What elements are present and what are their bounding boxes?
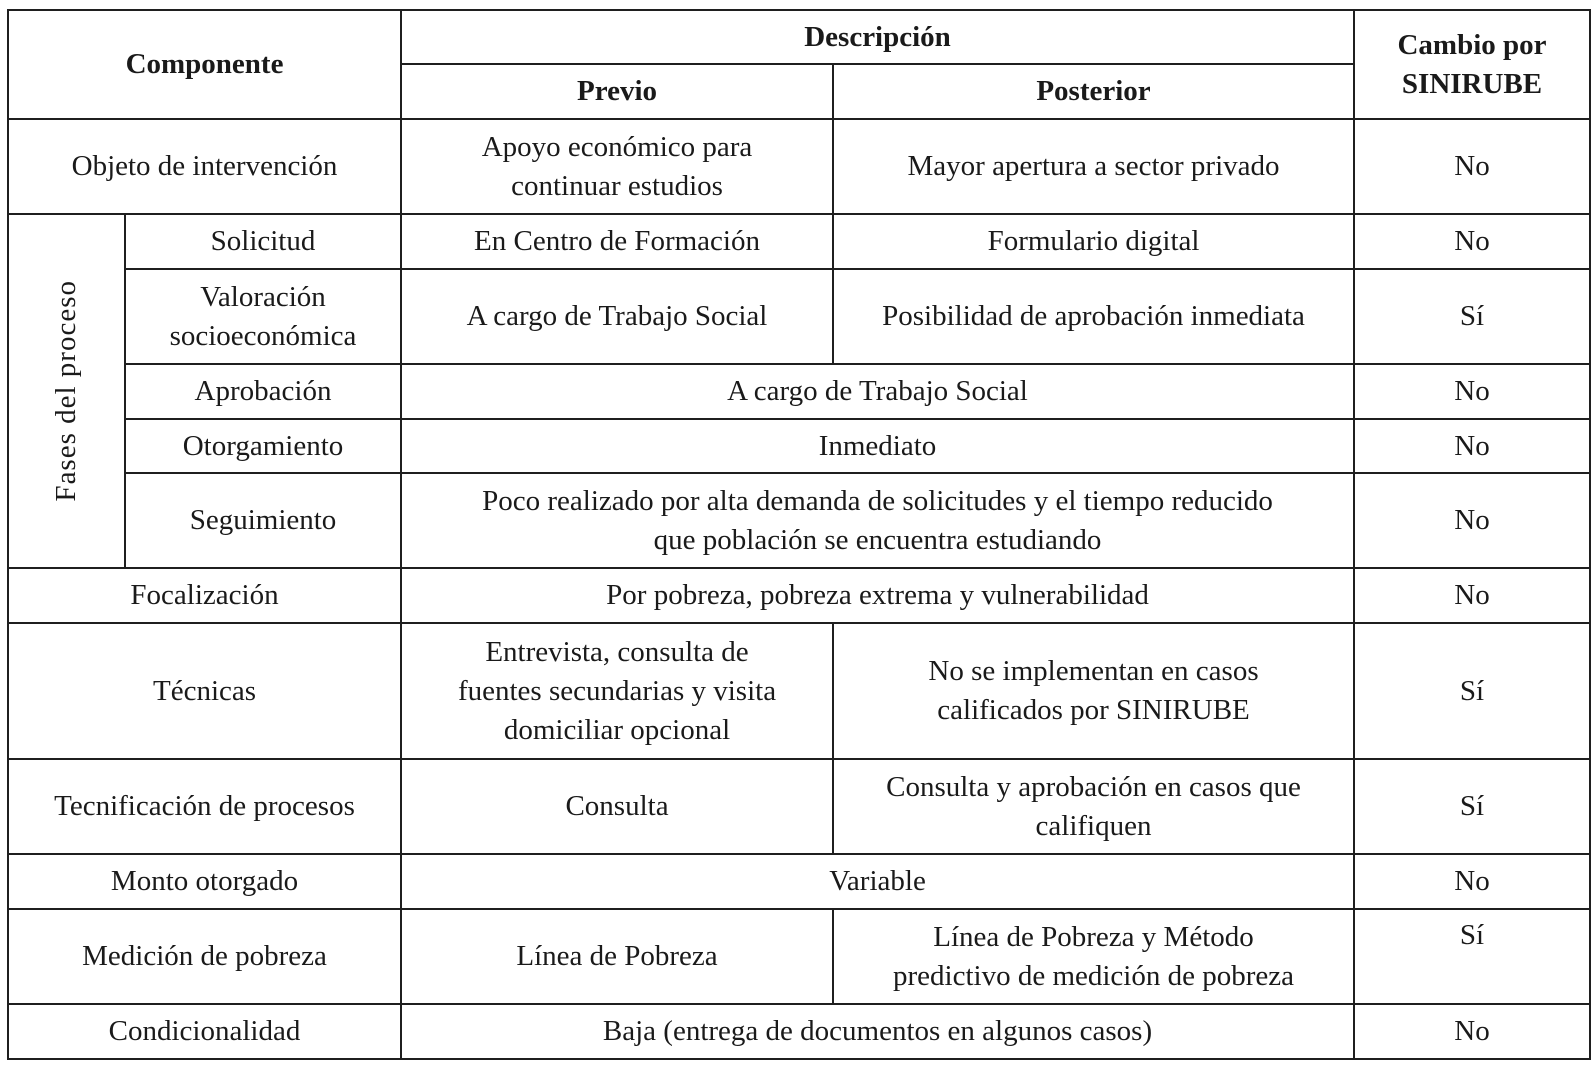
cell-cambio: Sí (1354, 623, 1590, 759)
table-row (8, 909, 1590, 1004)
cell-componente: Seguimiento (125, 473, 401, 568)
cell-posterior (833, 759, 1354, 854)
cell-posterior: Formulario digital (833, 214, 1354, 269)
text-line: Apoyo económico para (481, 130, 753, 163)
cell-componente: Solicitud (125, 214, 401, 269)
cell-cambio: No (1354, 214, 1590, 269)
cell-group-fases (8, 214, 125, 568)
text-line: Valoración (200, 280, 326, 313)
group-label-fases: Fases del proceso (50, 280, 82, 502)
cell-componente: Monto otorgado (8, 854, 401, 909)
cell-cambio: Sí (1354, 909, 1590, 1004)
header-cambio (1354, 10, 1590, 119)
cell-cambio: Sí (1354, 269, 1590, 364)
table-row (8, 473, 1590, 568)
cell-componente: Objeto de intervención (8, 119, 401, 214)
cell-descripcion: Inmediato (401, 419, 1354, 473)
text-line: Línea de Pobreza y Método (933, 920, 1254, 953)
cell-componente: Medición de pobreza (8, 909, 401, 1004)
cell-posterior: Posibilidad de aprobación inmediata (833, 269, 1354, 364)
cell-descripcion: Variable (401, 854, 1354, 909)
cell-descripcion: A cargo de Trabajo Social (401, 364, 1354, 419)
cell-cambio: No (1354, 419, 1590, 473)
table-row (8, 623, 1590, 759)
header-posterior: Posterior (833, 64, 1354, 119)
text-line: fuentes secundarias y visita (457, 674, 777, 707)
cell-previo: En Centro de Formación (401, 214, 833, 269)
header-previo: Previo (401, 64, 833, 119)
cell-previo (401, 119, 833, 214)
cell-cambio: No (1354, 119, 1590, 214)
cell-descripcion (401, 473, 1354, 568)
cell-descripcion: Por pobreza, pobreza extrema y vulnerabilidad (401, 568, 1354, 623)
text-line: Poco realizado por alta demanda de solicitudes y el tiempo reducido (482, 484, 1273, 517)
text-line: calificados por SINIRUBE (937, 694, 1250, 726)
cell-componente: Otorgamiento (125, 419, 401, 473)
table-row (8, 1004, 1590, 1059)
cell-cambio: No (1354, 473, 1590, 568)
text-line: No se implementan en casos (928, 655, 1259, 687)
cell-posterior: Mayor apertura a sector privado (833, 119, 1354, 214)
table-row (8, 119, 1590, 214)
text-line: predictivo de medición de pobreza (893, 959, 1295, 992)
cell-cambio: Sí (1354, 759, 1590, 854)
cell-posterior (833, 909, 1354, 1004)
cell-previo: Línea de Pobreza (401, 909, 833, 1004)
table-row (8, 269, 1590, 364)
cell-componente: Focalización (8, 568, 401, 623)
cell-previo (401, 623, 833, 759)
header-cambio-line1: Cambio por (1397, 28, 1547, 61)
table-row (8, 419, 1590, 473)
text-line: Entrevista, consulta de (485, 635, 749, 668)
table-row (8, 568, 1590, 623)
text-line: continuar estudios (511, 169, 723, 202)
cell-cambio: No (1354, 568, 1590, 623)
cell-cambio: No (1354, 364, 1590, 419)
cell-posterior (833, 623, 1354, 759)
cell-previo: Consulta (401, 759, 833, 854)
cell-componente: Técnicas (8, 623, 401, 759)
cell-descripcion: Baja (entrega de documentos en algunos casos) (401, 1004, 1354, 1059)
text-line: que población se encuentra estudiando (653, 523, 1102, 556)
cell-previo: A cargo de Trabajo Social (401, 269, 833, 364)
cell-componente: Aprobación (125, 364, 401, 419)
text-line: Consulta y aprobación en casos que (886, 770, 1301, 803)
table-row (8, 364, 1590, 419)
cell-componente: Tecnificación de procesos (8, 759, 401, 854)
table-row (8, 759, 1590, 854)
cell-cambio: No (1354, 854, 1590, 909)
table-row (8, 214, 1590, 269)
header-row-1 (8, 10, 1590, 64)
text-line: socioeconómica (169, 319, 357, 352)
cell-componente (125, 269, 401, 364)
header-descripcion: Descripción (401, 10, 1354, 64)
table-row (8, 854, 1590, 909)
cell-componente: Condicionalidad (8, 1004, 401, 1059)
text-line: califiquen (1035, 809, 1152, 842)
header-componente: Componente (8, 10, 401, 119)
text-line: domiciliar opcional (503, 713, 731, 746)
header-cambio-line2: SINIRUBE (1401, 67, 1543, 100)
comparison-table (7, 9, 1591, 1060)
cell-cambio: No (1354, 1004, 1590, 1059)
